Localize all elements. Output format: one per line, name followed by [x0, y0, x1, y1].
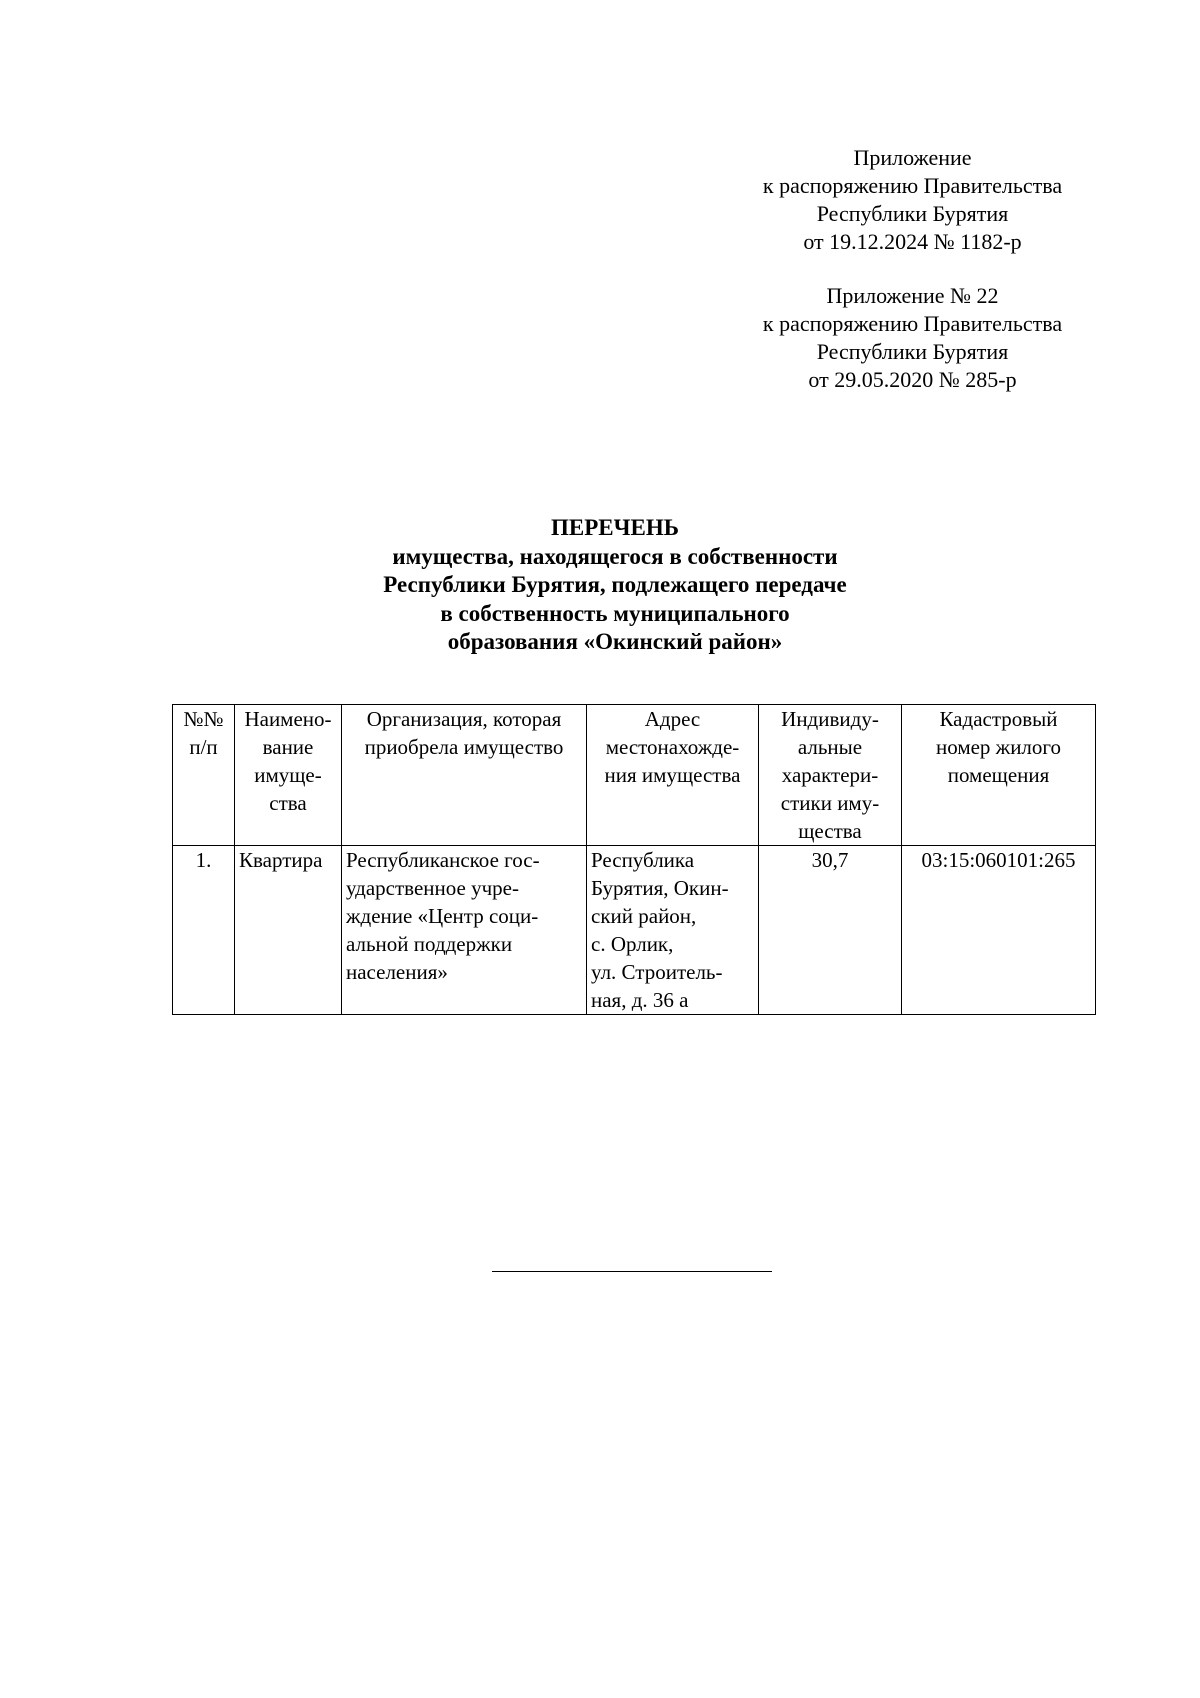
cell-line: Республика [591, 848, 695, 872]
cell-line: альной поддержки [346, 932, 513, 956]
approval-line: к распоряжению Правительства [762, 173, 1063, 198]
header-line: ства [269, 791, 307, 815]
header-characteristics [759, 705, 902, 846]
cell-line: ул. Строитель- [591, 960, 723, 984]
title-heading: ПЕРЕЧЕНЬ [551, 515, 679, 540]
approval-line: Приложение [853, 145, 972, 170]
approval-stamp-current [740, 144, 1085, 256]
cell-line: населения» [346, 960, 448, 984]
cell-name: Квартира [235, 846, 342, 1015]
cell-number: 1. [173, 846, 235, 1015]
header-line: п/п [189, 735, 218, 759]
table-header-row [173, 705, 1096, 846]
approval-line: от 29.05.2020 № 285-р [808, 367, 1017, 392]
cell-characteristics: 30,7 [759, 846, 902, 1015]
document-title [300, 514, 930, 657]
approval-line: от 19.12.2024 № 1182-р [803, 229, 1022, 254]
header-line: ния имущества [604, 763, 741, 787]
header-line: альные [797, 735, 863, 759]
cell-line: ная, д. 36 а [591, 988, 689, 1012]
cell-line: ский район, [591, 904, 697, 928]
header-line: Адрес [644, 707, 701, 731]
header-line: щества [798, 819, 862, 843]
title-line: образования «Окинский район» [447, 629, 783, 654]
cell-line: ждение «Центр соци- [346, 904, 539, 928]
header-line: вание [262, 735, 314, 759]
header-line: Организация, которая [366, 707, 562, 731]
header-line: Кадастровый [939, 707, 1058, 731]
header-line: местонахожде- [605, 735, 740, 759]
closing-divider [492, 1271, 772, 1272]
cell-cadastral-number: 03:15:060101:265 [902, 846, 1096, 1015]
header-organization [342, 705, 587, 846]
approval-stamp-original [740, 282, 1085, 394]
cell-line: Бурятия, Окин- [591, 876, 729, 900]
table-row [173, 846, 1096, 1015]
property-table [172, 704, 1096, 1015]
header-line: Индивиду- [781, 707, 879, 731]
header-address [587, 705, 759, 846]
cell-organization [342, 846, 587, 1015]
cell-address [587, 846, 759, 1015]
title-line: Республики Бурятия, подлежащего передаче [383, 572, 847, 597]
cell-line: с. Орлик, [591, 932, 674, 956]
header-line: приобрела имущество [364, 735, 564, 759]
header-line: имуще- [254, 763, 322, 787]
header-number [173, 705, 235, 846]
header-cadastral-number [902, 705, 1096, 846]
approval-line: Республики Бурятия [816, 201, 1009, 226]
approval-line: к распоряжению Правительства [762, 311, 1063, 336]
approval-line: Приложение № 22 [826, 283, 999, 308]
header-line: характери- [781, 763, 879, 787]
header-line: №№ [183, 707, 224, 731]
header-line: Наимено- [244, 707, 332, 731]
title-line: имущества, находящегося в собственности [392, 543, 838, 569]
header-line: номер жилого [935, 735, 1061, 759]
header-line: помещения [947, 763, 1050, 787]
header-line: стики иму- [780, 791, 880, 815]
header-name [235, 705, 342, 846]
cell-line: Республиканское гос- [346, 848, 540, 872]
cell-line: ударственное учре- [346, 876, 519, 900]
title-line: в собственность муниципального [440, 600, 790, 626]
approval-line: Республики Бурятия [816, 339, 1009, 364]
